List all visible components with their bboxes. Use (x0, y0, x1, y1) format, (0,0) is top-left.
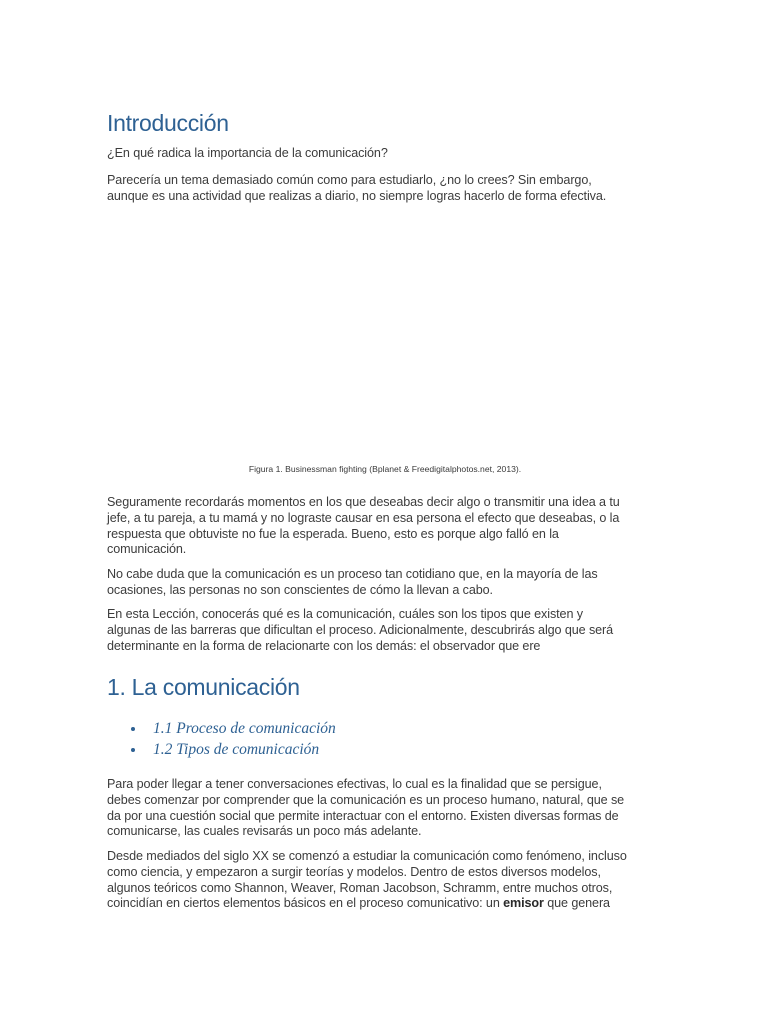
intro-paragraph-3 (107, 567, 663, 599)
text-line: Seguramente recordarás momentos en los que deseabas decir algo o transmitir una idea a tu (107, 495, 620, 509)
text-line: determinante en la forma de relacionarte con los demás: el observador que ere (107, 638, 541, 653)
text-line: respuesta que obtuviste no fue la esperada. Bueno, esto es porque algo falló en la (107, 526, 559, 541)
section1-paragraph-2 (107, 849, 663, 912)
section1-paragraph-1 (107, 777, 663, 840)
text-line: En esta Lección, conocerás qué es la comunicación, cuáles son los tipos que existen y (107, 607, 583, 621)
intro-paragraph-1 (107, 173, 663, 205)
text-line: comunicación. (107, 542, 187, 557)
figure-caption: Figura 1. Businessman fighting (Bplanet & Freedigitalphotos.net, 2013). (248, 464, 522, 474)
text-fragment: que genera (543, 896, 610, 911)
intro-paragraph-4 (107, 607, 663, 654)
text-line: da por una cuestión social que permite interactuar con el entorno. Existen diversas formas de (107, 808, 619, 823)
section-title-la-comunicacion: 1. La comunicación (107, 674, 300, 700)
text-line: como ciencia, y empezaron a surgir teorías y modelos. Dentro de estos diversos modelos, (107, 864, 601, 879)
text-line: comunicarse, las cuales revisarás un poco más adelante. (107, 824, 422, 839)
section-toc-list (107, 718, 663, 760)
text-line: algunas de las barreras que dificultan el proceso. Adicionalmente, descubrirás algo que será (107, 622, 614, 637)
text-line: ocasiones, las personas no son conscientes de cómo la llevan a cabo. (107, 582, 493, 597)
text-line (107, 896, 663, 912)
text-line: debes comenzar por comprender que la comunicación es un proceso humano, natural, que se (107, 792, 625, 807)
intro-paragraph-2 (107, 495, 663, 558)
text-line: No cabe duda que la comunicación es un proceso tan cotidiano que, en la mayoría de las (107, 567, 598, 581)
text-line: Desde mediados del siglo XX se comenzó a estudiar la comunicación como fenómeno, incluso (107, 849, 627, 863)
emphasis-emisor: emisor (503, 896, 544, 911)
toc-link-tipos[interactable]: 1.2 Tipos de comunicación (153, 741, 320, 758)
text-fragment: coincidían en ciertos elementos básicos en el proceso comunicativo: un (107, 896, 504, 911)
text-line: algunos teóricos como Shannon, Weaver, Roman Jacobson, Schramm, entre muchos otros, (107, 880, 613, 895)
text-line: Parecería un tema demasiado común como para estudiarlo, ¿no lo crees? Sin embargo, (107, 173, 592, 187)
text-line: aunque es una actividad que realizas a diario, no siempre logras hacerlo de forma efectiva. (107, 188, 607, 203)
bullet-icon (131, 727, 135, 731)
toc-item (107, 739, 663, 760)
text-line: jefe, a tu pareja, a tu mamá y no lograste causar en esa persona el efecto que deseabas, o la (107, 510, 620, 525)
figure-placeholder (107, 214, 663, 454)
section-title-introduccion: Introducción (107, 110, 229, 136)
text-line: Para poder llegar a tener conversaciones efectivas, lo cual es la finalidad que se persigue, (107, 777, 602, 791)
intro-question: ¿En qué radica la importancia de la comunicación? (107, 146, 388, 160)
bullet-icon (131, 748, 135, 752)
toc-item (107, 718, 663, 739)
toc-link-proceso[interactable]: 1.1 Proceso de comunicación (153, 720, 336, 737)
